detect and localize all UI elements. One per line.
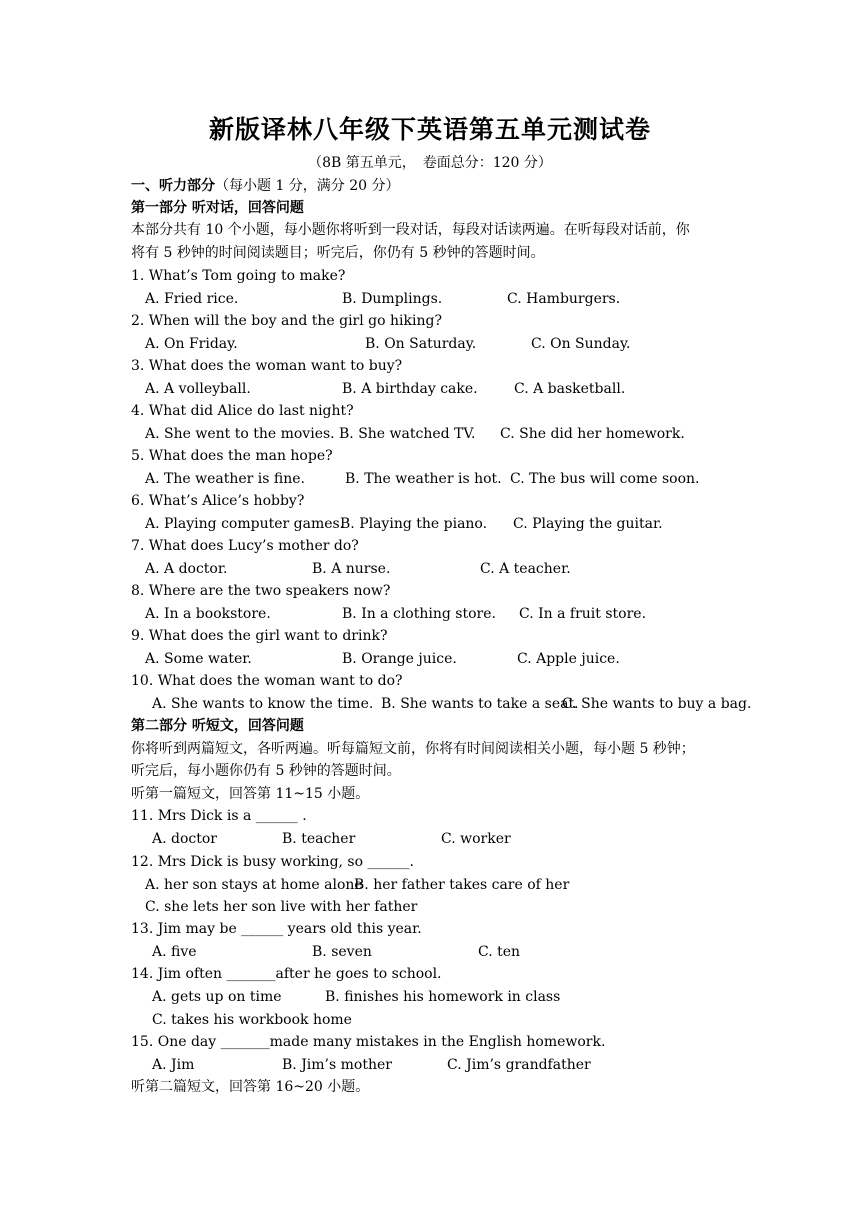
question-14: 14. Jim often _______after he goes to school. (131, 966, 442, 982)
q10-option-c: C. She wants to buy a bag. (562, 696, 752, 712)
q13-option-c: C. ten (478, 944, 521, 960)
q8-option-a: A. In a bookstore. (145, 606, 271, 622)
page-title: 新版译林八年级下英语第五单元测试卷 (208, 115, 651, 144)
part2-instruction-line1: 你将听到两篇短文，各听两遍。听每篇短文前，你将有时间阅读相关小题，每小题 5 秒钟； (131, 741, 695, 757)
question-10: 10. What does the woman want to do? (131, 673, 403, 689)
q2-option-c: C. On Sunday. (531, 336, 631, 352)
q11-option-c: C. worker (441, 831, 511, 847)
part1-instruction-line1: 本部分共有 10 个小题，每小题你将听到一段对话，每段对话读两遍。在听每段对话前，你 (131, 222, 690, 238)
q5-option-b: B. The weather is hot. (345, 471, 502, 487)
section1-heading: 一、听力部分 (131, 178, 215, 194)
passage1-intro: 听第一篇短文，回答第 11~15 小题。 (131, 786, 370, 802)
q8-option-c: C. In a fruit store. (519, 606, 647, 622)
q9-option-b: B. Orange juice. (342, 651, 457, 667)
q10-option-b: B. She wants to take a seat. (381, 696, 579, 712)
q4-option-c: C. She did her homework. (500, 426, 685, 442)
question-11: 11. Mrs Dick is a ______ . (131, 808, 307, 824)
q8-option-b: B. In a clothing store. (342, 606, 496, 622)
q14-option-b: B. finishes his homework in class (325, 989, 561, 1005)
question-2: 2. When will the boy and the girl go hiking? (131, 313, 442, 329)
q11-option-b: B. teacher (282, 831, 356, 847)
part1-instruction-line2: 将有 5 秒钟的时间阅读题目；听完后，你仍有 5 秒钟的答题时间。 (131, 245, 545, 261)
q14-option-c: C. takes his workbook home (152, 1012, 352, 1028)
q6-option-b: B. Playing the piano. (340, 516, 488, 532)
q15-option-a: A. Jim (152, 1057, 195, 1073)
q5-option-c: C. The bus will come soon. (510, 471, 700, 487)
q7-option-c: C. A teacher. (480, 561, 571, 577)
q4-option-b: B. She watched TV. (339, 426, 476, 442)
q3-option-a: A. A volleyball. (145, 381, 251, 397)
part1-heading: 第一部分 听对话，回答问题 (131, 200, 304, 216)
section1-header (131, 177, 400, 195)
page-subtitle: （8B 第五单元， 卷面总分：120 分） (308, 155, 552, 171)
part2-heading: 第二部分 听短文，回答问题 (131, 718, 304, 734)
q12-option-a: A. her son stays at home alone (145, 877, 363, 893)
q6-option-c: C. Playing the guitar. (513, 516, 663, 532)
question-12: 12. Mrs Dick is busy working, so ______. (131, 854, 414, 870)
q6-option-a: A. Playing computer games. (145, 516, 345, 532)
q14-option-a: A. gets up on time (152, 989, 282, 1005)
question-6: 6. What’s Alice’s hobby? (131, 493, 305, 509)
q11-option-a: A. doctor (152, 831, 217, 847)
q4-option-a: A. She went to the movies. (145, 426, 335, 442)
passage2-intro: 听第二篇短文，回答第 16~20 小题。 (131, 1079, 370, 1095)
question-7: 7. What does Lucy’s mother do? (131, 538, 359, 554)
q9-option-c: C. Apple juice. (517, 651, 620, 667)
q7-option-b: B. A nurse. (312, 561, 391, 577)
question-5: 5. What does the man hope? (131, 448, 333, 464)
question-3: 3. What does the woman want to buy? (131, 358, 403, 374)
q1-option-b: B. Dumplings. (342, 291, 443, 307)
q7-option-a: A. A doctor. (145, 561, 228, 577)
question-9: 9. What does the girl want to drink? (131, 628, 388, 644)
q13-option-a: A. five (152, 944, 197, 960)
q15-option-c: C. Jim’s grandfather (447, 1057, 591, 1073)
q12-option-b: B. her father takes care of her (354, 877, 570, 893)
q2-option-b: B. On Saturday. (365, 336, 477, 352)
section1-note: （每小题 1 分，满分 20 分） (215, 178, 400, 194)
q10-option-a: A. She wants to know the time. (152, 696, 374, 712)
question-8: 8. Where are the two speakers now? (131, 583, 391, 599)
q15-option-b: B. Jim’s mother (282, 1057, 392, 1073)
q2-option-a: A. On Friday. (145, 336, 238, 352)
q3-option-c: C. A basketball. (514, 381, 626, 397)
q1-option-a: A. Fried rice. (145, 291, 239, 307)
q1-option-c: C. Hamburgers. (507, 291, 621, 307)
question-1: 1. What’s Tom going to make? (131, 268, 346, 284)
q13-option-b: B. seven (312, 944, 372, 960)
question-4: 4. What did Alice do last night? (131, 403, 354, 419)
q5-option-a: A. The weather is fine. (145, 471, 305, 487)
part2-instruction-line2: 听完后，每小题你仍有 5 秒钟的答题时间。 (131, 763, 401, 779)
q9-option-a: A. Some water. (145, 651, 252, 667)
q12-option-c: C. she lets her son live with her father (145, 899, 418, 915)
q3-option-b: B. A birthday cake. (342, 381, 478, 397)
question-13: 13. Jim may be ______ years old this year. (131, 921, 422, 937)
question-15: 15. One day _______made many mistakes in the English homework. (131, 1034, 606, 1050)
